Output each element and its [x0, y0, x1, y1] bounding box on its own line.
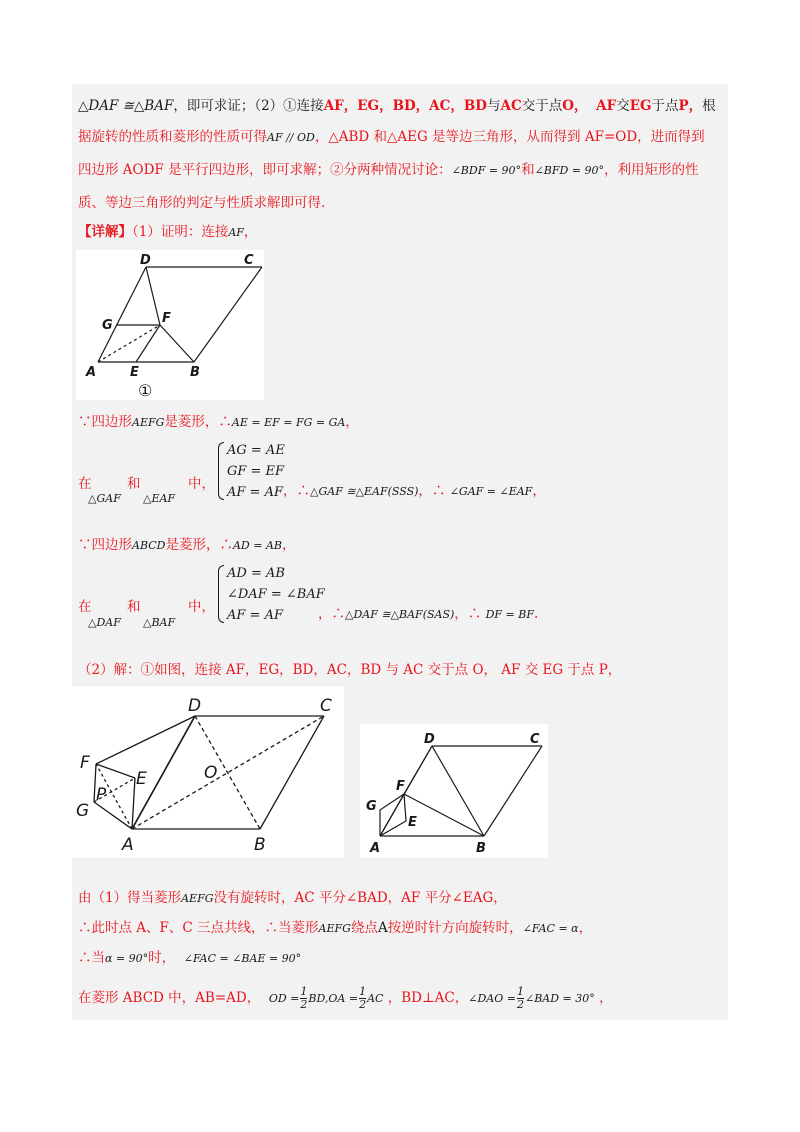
fig2-label-o: O — [204, 763, 218, 783]
fig3-label-e: E — [408, 815, 417, 830]
figure-2 — [72, 686, 344, 858]
fig2-label-d: D — [188, 696, 202, 716]
congruence-2-zhong: 中， — [188, 599, 215, 615]
congruence-2-tri1: △DAF — [88, 616, 121, 629]
figure-3 — [360, 724, 548, 858]
fig3-label-b: B — [476, 841, 486, 856]
congruence-2-tri2: △BAF — [143, 616, 176, 629]
fig2-label-e: E — [136, 769, 147, 789]
congruence-2-intro: 在 — [78, 599, 92, 615]
fig1-label-g: G — [102, 318, 113, 333]
part-2-statement-3: ∴当α = 90°时， ∠FAC = ∠BAE = 90° — [78, 950, 302, 966]
fig1-label-b: B — [190, 365, 200, 380]
brace-1 — [218, 442, 224, 500]
fig1-label-a: A — [86, 365, 97, 380]
fig3-label-c: C — [530, 732, 540, 747]
fig1-label-d: D — [140, 253, 151, 268]
figure-2-svg — [72, 686, 344, 858]
fig3-label-a: A — [370, 841, 381, 856]
intro-line-2: 据旋转的性质和菱形的性质可得AF // OD，△ABD 和△AEG 是等边三角形，从而得到 AF=OD，进而得到 — [78, 129, 705, 145]
system-1: AG = AE GF = EF AF = AF — [227, 443, 285, 500]
statement-rhombus-aefg: ∵四边形AEFG是菱形，∴AE = EF = FG = GA， — [78, 414, 359, 430]
fig2-label-g: G — [76, 801, 90, 821]
detail-heading: 【详解】（1）证明：连接AF， — [78, 224, 258, 240]
part-2-statement-2: ∴此时点 A、F、C 三点共线，∴当菱形AEFG绕点A按逆时针方向旋转时，∠FAC = α， — [78, 920, 593, 936]
fig2-label-a: A — [122, 835, 134, 855]
fig3-label-g: G — [366, 799, 377, 814]
figure-3-svg — [360, 724, 548, 858]
figure-1-svg — [76, 250, 264, 400]
fig3-label-f: F — [396, 779, 405, 794]
congruence-1-tri2: △EAF — [143, 492, 176, 505]
congruence-1-tri1: △GAF — [88, 492, 121, 505]
fig2-label-p: P — [96, 785, 107, 805]
intro-line-1: △DAF ≅△BAF，即可求证；（2）①连接AF，EG，BD，AC，BD与AC交于点O， AF交EG于点P，根 — [78, 98, 716, 114]
congruence-2-he: 和 — [127, 599, 141, 615]
fig2-label-b: B — [254, 835, 266, 855]
fig1-caption: ① — [138, 381, 153, 400]
fig3-label-d: D — [424, 732, 435, 747]
congruence-1-he: 和 — [127, 476, 141, 492]
system-2: AD = AB ∠DAF = ∠BAF AF = AF — [227, 566, 325, 623]
part-2-statement-1: 由（1）得当菱形AEFG没有旋转时，AC 平分∠BAD，AF 平分∠EAG， — [78, 890, 507, 906]
congruence-1-zhong: 中， — [188, 476, 215, 492]
figure-1 — [76, 250, 264, 400]
fig1-label-c: C — [244, 253, 254, 268]
fig2-label-f: F — [80, 753, 90, 773]
congruence-1-intro: 在 — [78, 476, 92, 492]
part-2-statement-4: 在菱形 ABCD 中，AB=AD， OD = $\frac{1}{2}$ BD,OA = $\frac{1}{2}$ AC ，BD⊥AC，∠DAO = $\frac{1}{2}$ ∠BAD = 30° ， — [78, 985, 613, 1011]
intro-line-3: 四边形 AODF 是平行四边形，即可求解；②分两种情况讨论：∠BDF = 90°和∠BFD = 90°，利用矩形的性 — [78, 162, 699, 178]
intro-line-4: 质、等边三角形的判定与性质求解即可得. — [78, 195, 326, 211]
brace-2 — [218, 565, 224, 623]
fig1-label-e: E — [130, 365, 139, 380]
congruence-2-result: ，∴△DAF ≅△BAF(SAS)，∴ DF = BF. — [318, 606, 539, 622]
statement-rhombus-abcd: ∵四边形ABCD是菱形，∴AD = AB， — [78, 537, 296, 553]
congruence-1-result: ，∴△GAF ≅△EAF(SSS)，∴ ∠GAF = ∠EAF， — [283, 483, 546, 499]
fig2-label-c: C — [320, 696, 332, 716]
part-2-intro: （2）解：①如图，连接 AF，EG，BD，AC，BD 与 AC 交于点 O， AF 交 EG 于点 P， — [78, 662, 622, 678]
fig1-label-f: F — [162, 311, 171, 326]
